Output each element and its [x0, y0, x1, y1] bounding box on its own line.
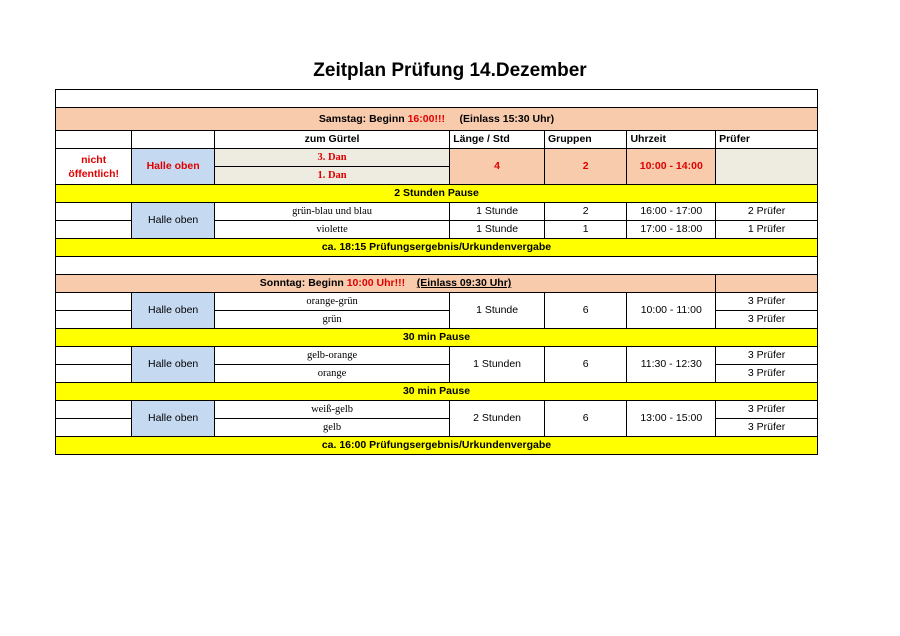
belt-cell: orange	[214, 365, 449, 383]
belt-cell: grün	[214, 311, 449, 329]
sunday-pause-2: 30 min Pause	[56, 383, 818, 401]
sunday-entry-time: (Einlass 09:30 Uhr)	[416, 277, 512, 289]
examiner-cell: 3 Prüfer	[716, 311, 818, 329]
groups-cell: 2	[544, 203, 627, 221]
not-public-note: nicht öffentlich!	[56, 149, 132, 185]
length-cell: 4	[450, 149, 545, 185]
header-belt: zum Gürtel	[214, 131, 449, 149]
length-cell: 1 Stunde	[450, 203, 545, 221]
dan-row-1	[56, 149, 818, 167]
examiner-cell: 1 Prüfer	[716, 221, 818, 239]
pause-row	[56, 383, 818, 401]
belt-cell: grün-blau und blau	[214, 203, 449, 221]
time-cell: 10:00 - 11:00	[627, 293, 716, 329]
schedule-table	[55, 89, 818, 455]
belt-cell: orange-grün	[214, 293, 449, 311]
belt-cell: weiß-gelb	[214, 401, 449, 419]
examiner-cell: 3 Prüfer	[716, 401, 818, 419]
saturday-pause: 2 Stunden Pause	[56, 185, 818, 203]
result-row	[56, 239, 818, 257]
groups-cell: 6	[544, 401, 627, 437]
table-row	[56, 293, 818, 311]
examiner-cell: 3 Prüfer	[716, 419, 818, 437]
sunday-banner-row	[56, 275, 818, 293]
time-cell: 11:30 - 12:30	[627, 347, 716, 383]
result-row	[56, 437, 818, 455]
length-cell: 1 Stunde	[450, 293, 545, 329]
groups-cell: 6	[544, 347, 627, 383]
length-cell: 2 Stunden	[450, 401, 545, 437]
saturday-banner-row	[56, 108, 818, 131]
header-length: Länge / Std	[450, 131, 545, 149]
examiner-cell: 3 Prüfer	[716, 293, 818, 311]
header-groups: Gruppen	[544, 131, 627, 149]
hall-cell: Halle oben	[132, 401, 215, 437]
belt-cell: 1. Dan	[214, 167, 449, 185]
saturday-result: ca. 18:15 Prüfungsergebnis/Urkundenvergabe	[56, 239, 818, 257]
saturday-banner-prefix: Samstag: Beginn	[318, 112, 408, 125]
table-row	[56, 203, 818, 221]
belt-cell: violette	[214, 221, 449, 239]
saturday-entry-time: (Einlass 15:30 Uhr)	[459, 112, 555, 125]
belt-cell: 3. Dan	[214, 149, 449, 167]
hall-cell: Halle oben	[132, 149, 215, 185]
examiner-cell: 3 Prüfer	[716, 347, 818, 365]
time-cell: 13:00 - 15:00	[627, 401, 716, 437]
belt-cell: gelb	[214, 419, 449, 437]
sunday-start-time: 10:00 Uhr!!!	[346, 277, 406, 289]
hall-cell: Halle oben	[132, 203, 215, 239]
examiner-cell: 2 Prüfer	[716, 203, 818, 221]
header-time: Uhrzeit	[627, 131, 716, 149]
length-cell: 1 Stunde	[450, 221, 545, 239]
saturday-banner	[56, 108, 818, 131]
examiner-cell	[716, 149, 818, 185]
header-row	[56, 131, 818, 149]
hall-cell: Halle oben	[132, 293, 215, 329]
pause-row	[56, 185, 818, 203]
page-title: Zeitplan Prüfung 14.Dezember	[313, 60, 587, 81]
sunday-pause-1: 30 min Pause	[56, 329, 818, 347]
sunday-banner	[56, 275, 716, 293]
groups-cell: 6	[544, 293, 627, 329]
length-cell: 1 Stunden	[450, 347, 545, 383]
pause-row	[56, 329, 818, 347]
time-cell: 10:00 - 14:00	[627, 149, 716, 185]
sunday-banner-prefix: Sonntag: Beginn	[259, 277, 347, 289]
time-cell: 16:00 - 17:00	[627, 203, 716, 221]
header-examiner: Prüfer	[716, 131, 818, 149]
table-row	[56, 401, 818, 419]
empty-row	[56, 90, 818, 108]
examiner-cell: 3 Prüfer	[716, 365, 818, 383]
time-cell: 17:00 - 18:00	[627, 221, 716, 239]
groups-cell: 1	[544, 221, 627, 239]
empty-row	[56, 257, 818, 275]
belt-cell: gelb-orange	[214, 347, 449, 365]
table-row	[56, 347, 818, 365]
sunday-result: ca. 16:00 Prüfungsergebnis/Urkundenvergabe	[56, 437, 818, 455]
groups-cell: 2	[544, 149, 627, 185]
saturday-start-time: 16:00!!!	[407, 112, 445, 125]
hall-cell: Halle oben	[132, 347, 215, 383]
